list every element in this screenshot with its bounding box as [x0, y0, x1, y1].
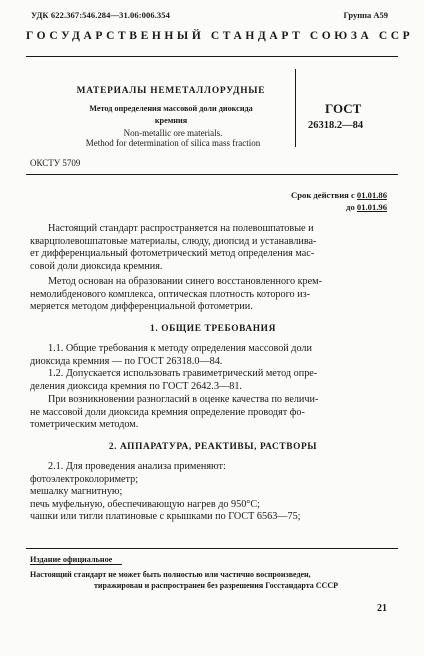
section-2-heading: 2. АППАРАТУРА, РЕАКТИВЫ, РАСТВОРЫ — [108, 442, 318, 452]
page-number: 21 — [377, 603, 387, 614]
section-1-clause-1-1: 1.1. Общие требования к методу определения массовой доли диоксида кремния — по ГОСТ 26318.0—84. — [30, 343, 312, 367]
method-title-ru-line1: Метод определения массовой доли диоксида — [89, 104, 253, 113]
official-edition-label: Издание официальное — [30, 555, 113, 564]
method-title-en-line2: Method for determination of silica mass fraction — [85, 138, 261, 148]
method-title-en — [60, 128, 286, 148]
standard-title: ГОСУДАРСТВЕННЫЙ СТАНДАРТ СОЮЗА ССР — [26, 30, 414, 42]
validity-start-date: 01.01.86 — [356, 190, 387, 200]
section-1-heading: 1. ОБЩИЕ ТРЕБОВАНИЯ — [150, 324, 276, 334]
udk-code: УДК 622.367:546.284—31.06:006.354 — [31, 10, 170, 20]
document-title: МАТЕРИАЛЫ НЕМЕТАЛЛОРУДНЫЕ — [76, 86, 266, 96]
title-block-divider — [295, 69, 296, 147]
method-title-ru-line2: кремния — [154, 116, 188, 125]
section-2-equipment-list: 2.1. Для проведения анализа применяют: фотоэлектроколориметр; мешалку магнитную; печь муфельную, обеспечивающую нагрев до 950°С; чашки или тигли платиновые с крышками по ГОСТ 6563—75; — [30, 461, 301, 523]
validity-start: Срок действия с 01.01.86 — [291, 190, 387, 200]
validity-period — [291, 189, 387, 213]
group-code: Группа А59 — [343, 10, 388, 20]
reproduction-notice: Настоящий стандарт не может быть полностью или частично воспроизведен, тиражирован и распространен без разрешения Госстандарта СССР — [30, 570, 338, 590]
okstu-code: ОКСТУ 5709 — [30, 158, 81, 168]
method-title-ru — [88, 103, 254, 127]
validity-end-date: 01.01.96 — [356, 202, 387, 212]
section-1-clause-1-2: 1.2. Допускается использовать гравиметрический метод опре- деления диоксида кремния по ГОСТ 2642.3—81. — [30, 368, 318, 392]
footer-rule — [26, 548, 398, 549]
title-block-bottom-rule — [26, 174, 398, 175]
top-rule — [26, 56, 398, 57]
gost-label: ГОСТ — [325, 101, 362, 116]
gost-number: 26318.2—84 — [308, 120, 364, 131]
section-1-disagreement-paragraph: При возникновении разногласий в оценке качества по величи- не массовой доли диоксида кремния определение проводят фо- тометрическим методом. — [30, 394, 319, 431]
footer-official-underline — [30, 564, 122, 565]
intro-paragraph-2: Метод основан на образовании синего восстановленного крем- немолибденового комплекса, оптическая плотность которого из- меряется методом дифференциальной фотометрии. — [30, 276, 323, 313]
validity-end: до 01.01.96 — [346, 202, 387, 212]
method-title-en-line1: Non-metallic ore materials. — [123, 128, 223, 138]
intro-paragraph-1: Настоящий стандарт распространяется на полевошпатовые и кварцполевошпатовые материалы, слюду, диопсид и устанавлива- ет дифференциальный фотометрический метод определения мас- совой доли диоксида кремния. — [30, 223, 317, 272]
